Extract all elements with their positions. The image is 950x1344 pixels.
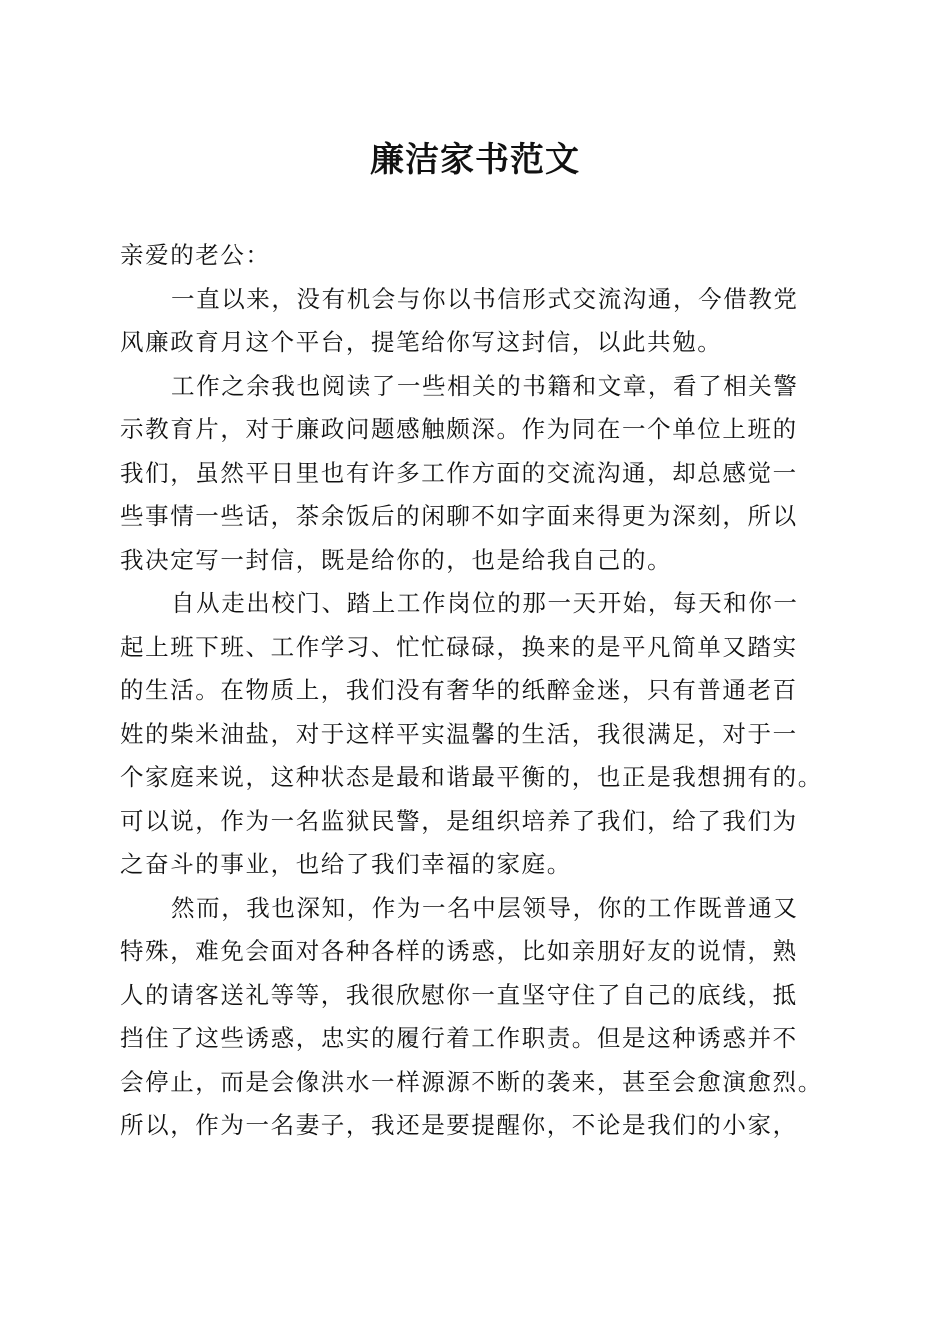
letter-body [120,234,840,1148]
paragraph-line: 自从走出校门、踏上工作岗位的那一天开始，每天和你一 [171,589,799,617]
paragraph-line: 一直以来，没有机会与你以书信形式交流沟通，今借教党 [171,284,799,313]
paragraph-line: 可以说，作为一名监狱民警，是组织培养了我们，给了我们为 [120,806,798,835]
paragraph-line: 的生活。在物质上，我们没有奢华的纸醉金迷，只有普通老百 [120,676,798,704]
paragraph-line: 人的请客送礼等等，我很欣慰你一直坚守住了自己的底线，抵 [120,980,798,1009]
paragraph-line: 会停止，而是会像洪水一样源源不断的袭来，甚至会愈演愈烈。 [120,1067,823,1096]
paragraph-line: 风廉政育月这个平台，提笔给你写这封信，以此共勉。 [120,328,723,356]
document-title: 廉洁家书范文 [370,140,580,180]
paragraph-line: 姓的柴米油盐，对于这样平实温馨的生活，我很满足，对于一 [120,719,798,748]
paragraph-line: 之奋斗的事业，也给了我们幸福的家庭。 [120,850,572,878]
paragraph-line: 工作之余我也阅读了一些相关的书籍和文章，看了相关警 [171,371,799,400]
paragraph-line: 挡住了这些诱惑，忠实的履行着工作职责。但是这种诱惑并不 [120,1024,798,1052]
paragraph-line: 特殊，难免会面对各种各样的诱惑，比如亲朋好友的说情，熟 [120,937,798,965]
salutation: 亲爱的老公： [120,241,271,269]
paragraph-line: 个家庭来说，这种状态是最和谐最平衡的，也正是我想拥有的。 [120,763,823,791]
paragraph-line: 我决定写一封信，既是给你的，也是给我自己的。 [120,545,673,574]
paragraph-line: 些事情一些话，茶余饭后的闲聊不如字面来得更为深刻，所以 [120,502,798,530]
paragraph-line: 我们，虽然平日里也有许多工作方面的交流沟通，却总感觉一 [120,458,798,487]
paragraph-line: 示教育片，对于廉政问题感触颇深。作为同在一个单位上班的 [120,415,798,443]
paragraph-line: 然而，我也深知，作为一名中层领导，你的工作既普通又 [171,893,799,922]
paragraph-line: 所以，作为一名妻子，我还是要提醒你，不论是我们的小家， [120,1111,798,1139]
paragraph-line: 起上班下班、工作学习、忙忙碌碌，换来的是平凡简单又踏实 [120,632,798,661]
